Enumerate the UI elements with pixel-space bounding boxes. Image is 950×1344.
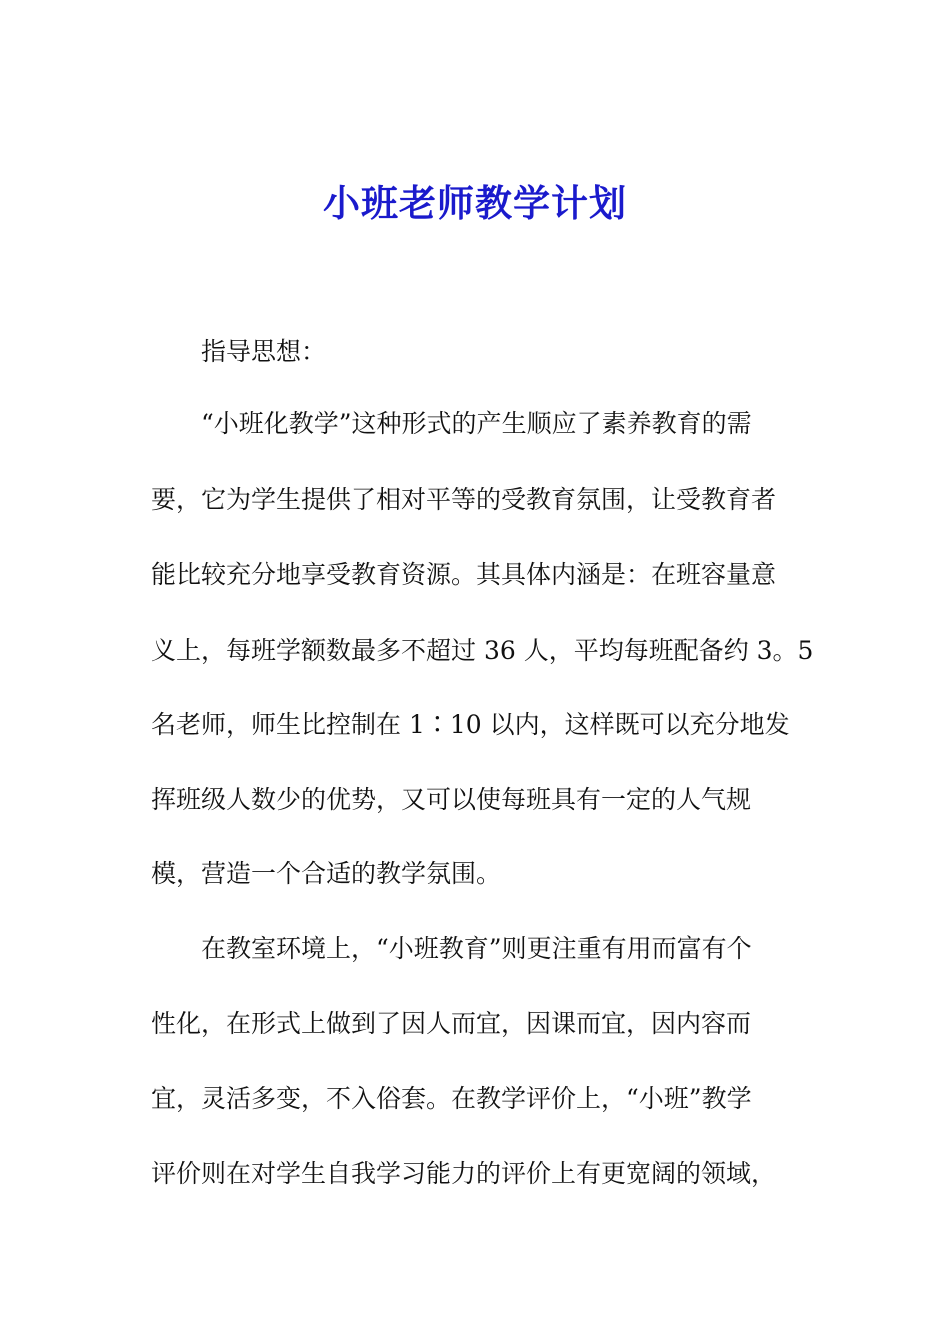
paragraph-line: 模，营造一个合适的教学氛围。 xyxy=(151,859,502,888)
section-heading-guiding-ideology: 指导思想： xyxy=(201,337,327,366)
paragraph-line: 在教室环境上，“小班教育”则更注重有用而富有个 xyxy=(201,934,752,963)
paragraph-line: 要，它为学生提供了相对平等的受教育氛围，让受教育者 xyxy=(151,485,777,514)
paragraph-line: 挥班级人数少的优势，又可以使每班具有一定的人气规 xyxy=(151,785,752,814)
paragraph-line: 能比较充分地享受教育资源。其具体内涵是：在班容量意 xyxy=(151,560,777,589)
paragraph-line: “小班化教学”这种形式的产生顺应了素养教育的需 xyxy=(201,409,752,438)
paragraph-line: 宜，灵活多变，不入俗套。在教学评价上，“小班”教学 xyxy=(151,1084,752,1113)
paragraph-line: 义上，每班学额数最多不超过 36 人，平均每班配备约 3。5 xyxy=(151,636,814,665)
paragraph-line: 评价则在对学生自我学习能力的评价上有更宽阔的领域， xyxy=(151,1159,777,1188)
paragraph-line: 性化，在形式上做到了因人而宜，因课而宜，因内容而 xyxy=(151,1009,752,1038)
paragraph-line: 名老师，师生比控制在 1∶10 以内，这样既可以充分地发 xyxy=(151,710,790,739)
document-title: 小班老师教学计划 xyxy=(323,181,627,225)
